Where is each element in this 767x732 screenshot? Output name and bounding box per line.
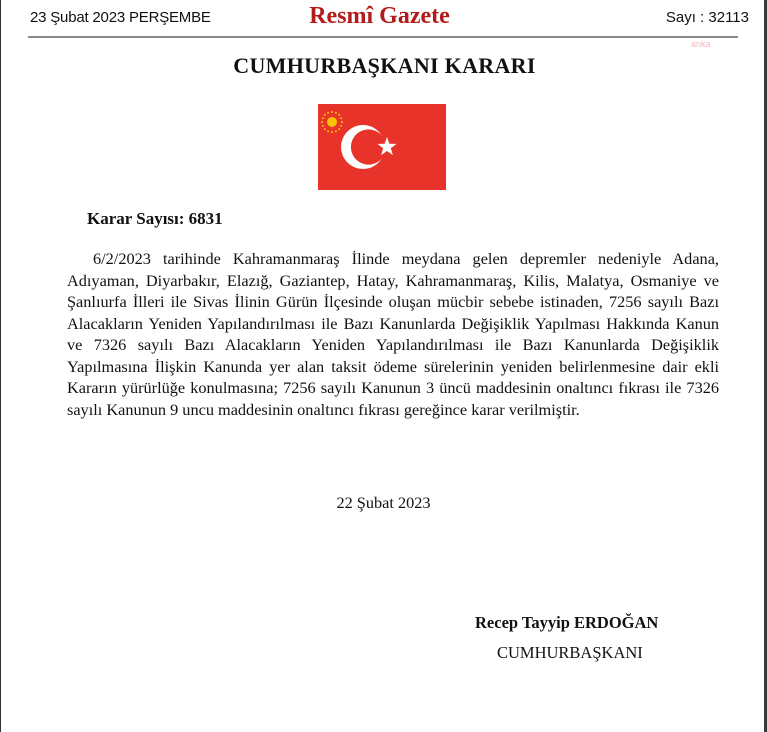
header-divider — [28, 36, 738, 38]
decision-body-text: 6/2/2023 tarihinde Kahramanmaraş İlinde meydana gelen depremler nedeniyle Adana, Adıyaman, Diyarbakır, Elazığ, Gaziantep, Hatay, Kahramanmaraş, Kilis, Malatya, Osmaniye ve Şanlıurfa İlleri ile Sivas İlinin Gürün İlçesinde oluşan mücbir sebebe istinaden, 7256 sayılı Bazı Alacakların Yeniden Yapılandırılması ile Bazı Kanunlarda Değişiklik Yapılması Hakkında Kanun ve 7326 sayılı Bazı Alacakların Yeniden Yapılandırılması ile Bazı Kanunlarda Değişiklik Yapılmasına İlişkin Kanunda yer alan taksit ödeme sürelerinin yeniden belirlenmesine dair ekli Kararın yürürlüğe konulmasına; 7256 sayılı Kanunun 3 üncü maddesinin onaltıncı fıkrası ile 7326 sayılı Kanunun 9 uncu maddesinin onaltıncı fıkrası gereğince karar verilmiştir. — [67, 249, 719, 419]
presidential-flag-icon — [318, 104, 446, 190]
signer-name: Recep Tayyip ERDOĞAN — [475, 613, 659, 632]
issue-number: Sayı : 32113 — [665, 9, 749, 26]
document-heading-text: CUMHURBAŞKANI KARARI — [233, 53, 536, 78]
page-border-left — [0, 0, 1, 732]
signature-date-text: 22 Şubat 2023 — [336, 493, 431, 512]
agency-watermark: anka — [691, 39, 711, 49]
signer-title: CUMHURBAŞKANI — [497, 643, 643, 662]
signature-date — [0, 493, 767, 513]
decision-number: Karar Sayısı: 6831 — [87, 209, 223, 228]
header-date: 23 Şubat 2023 PERŞEMBE — [30, 9, 211, 26]
document-heading — [0, 53, 767, 79]
gazette-title — [0, 3, 767, 30]
gazette-title-text: Resmî Gazete — [309, 3, 450, 29]
